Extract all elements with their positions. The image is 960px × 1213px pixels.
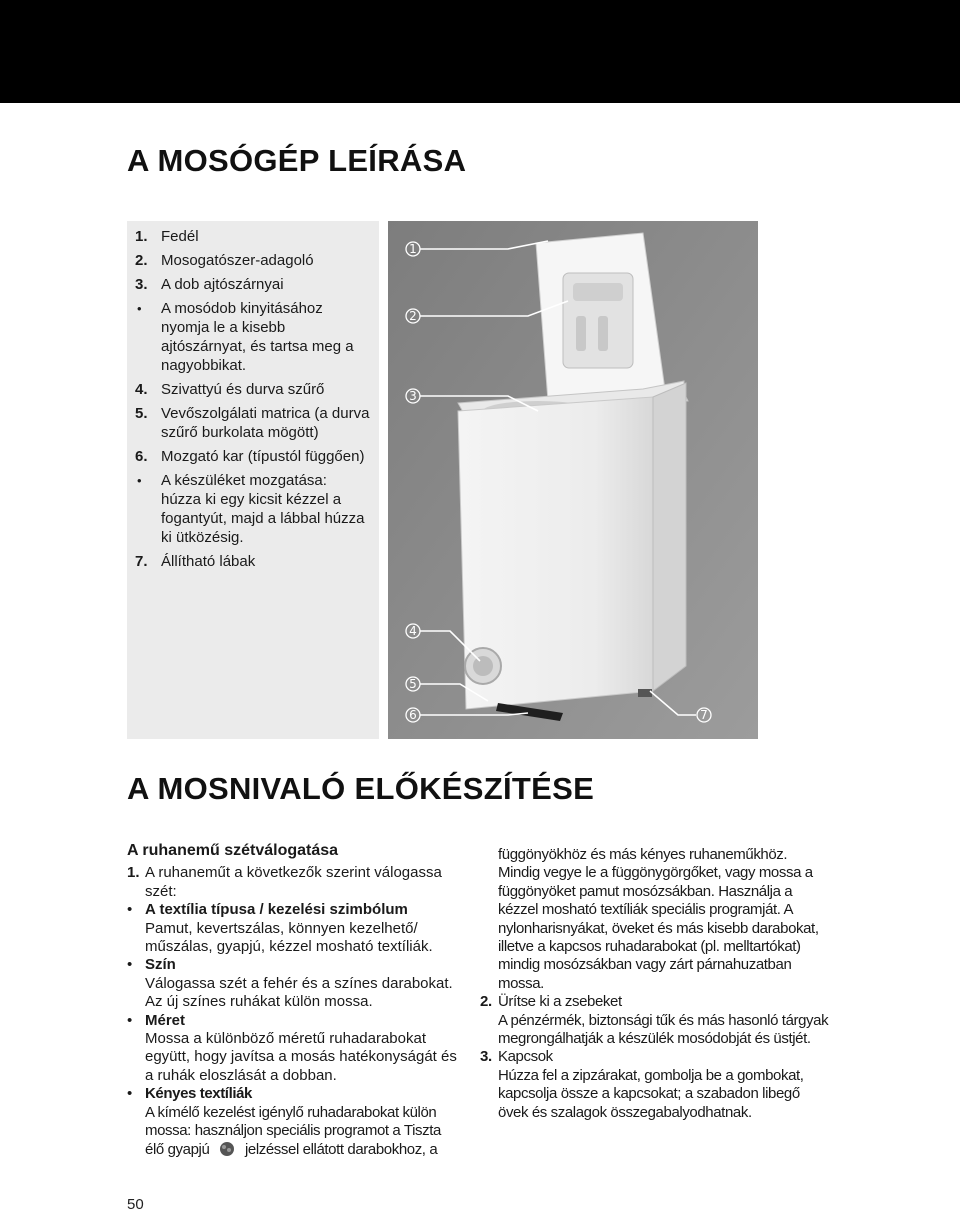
legend-item xyxy=(127,471,379,547)
washing-machine-illustration xyxy=(388,221,758,739)
bullet-text-continued: jelzéssel ellátott darabokhoz, a xyxy=(244,1140,438,1158)
bullet-title: Kényes textíliák xyxy=(145,1085,252,1103)
adjustable-foot xyxy=(638,689,652,697)
bullet-title: A textília típusa / kezelési szimbólum xyxy=(145,901,408,919)
parts-legend-list xyxy=(127,221,379,571)
callout-7: 7 xyxy=(700,708,708,722)
dispenser-compartment xyxy=(573,283,623,301)
legend-bullet: • xyxy=(137,473,142,488)
legend-number: 5. xyxy=(135,405,148,422)
parts-legend-box xyxy=(127,221,379,739)
step-text: A ruhaneműt a következők szerint válogassa szét: xyxy=(145,864,442,900)
bullet-dot: • xyxy=(127,901,133,919)
legend-number: 2. xyxy=(135,252,148,269)
dispenser-slot xyxy=(576,316,586,351)
top-black-bar xyxy=(0,0,960,103)
step-number: 1. xyxy=(127,864,140,882)
callout-5: 5 xyxy=(409,677,417,691)
step-number: 3. xyxy=(480,1048,492,1066)
delicates-continued: függönyökhöz és más kényes ruhaneműkhöz. Mindig vegye le a függönygörgőket, vagy mossa a függönyöket pamut mosózsákban. Használja a kézzel mosható textíliák speciális programját. A nylonharisnyákat, öveket és más kisebb darabokat, illetve a kapcsos ruhadarabokat (pl. melltartókat) mindig mosózsákban vagy zárt párnahuzatban mossa. xyxy=(498,846,819,992)
sorting-column-right xyxy=(480,846,830,1122)
section-title-preparation: A MOSNIVALÓ ELŐKÉSZÍTÉSE xyxy=(127,771,595,806)
legend-item xyxy=(127,380,379,399)
callout-2: 2 xyxy=(409,309,417,323)
legend-item xyxy=(127,251,379,270)
legend-number: 6. xyxy=(135,448,148,465)
dispenser-slot xyxy=(598,316,608,351)
bullet-delicates xyxy=(127,1085,462,1159)
bullet-title: Méret xyxy=(145,1011,186,1029)
sorting-step-2 xyxy=(480,993,830,1048)
step-text: Húzza fel a zipzárakat, gombolja be a gombokat, kapcsolja össze a kapcsokat; a szabadon libegő övek és szalagok összegabalyodhatnak. xyxy=(498,1066,804,1121)
legend-bullet: • xyxy=(137,301,142,316)
bullet-textile-type xyxy=(127,901,462,956)
legend-number: 1. xyxy=(135,228,148,245)
sorting-column-left xyxy=(127,842,462,1159)
bullet-dot: • xyxy=(127,1085,132,1103)
legend-text: Mosogatószer-adagoló xyxy=(161,252,314,269)
legend-number: 7. xyxy=(135,553,148,570)
step-title: Ürítse ki a zsebeket xyxy=(498,993,622,1011)
legend-number: 4. xyxy=(135,381,148,398)
sorting-step-1 xyxy=(127,864,462,901)
page-number: 50 xyxy=(127,1196,144,1213)
bullet-text: Mossa a különböző méretű ruhadarabokat együtt, hogy javítsa a mosás hatékonyságát és a ruhák eloszlását a dobban. xyxy=(145,1030,457,1084)
callout-4: 4 xyxy=(409,624,417,638)
legend-item xyxy=(127,552,379,571)
legend-text: Mozgató kar (típustól függően) xyxy=(161,448,365,465)
sorting-heading: A ruhanemű szétválogatása xyxy=(127,842,339,859)
legend-text: Fedél xyxy=(161,228,199,245)
legend-item xyxy=(127,275,379,294)
washing-machine-photo xyxy=(388,221,758,739)
step-text: A pénzérmék, biztonsági tűk és más hasonló tárgyak megrongálhatják a készülék mosódobját és üstjét. xyxy=(498,1011,829,1048)
legend-text: Vevőszolgálati matrica (a durva szűrő burkolata mögött) xyxy=(161,405,370,441)
bullet-title: Szín xyxy=(145,956,176,974)
bullet-text: A kímélő kezelést igénylő ruhadarabokat külön mossa: használjon speciális programot a Tiszta élő gyapjú xyxy=(145,1103,441,1158)
legend-text: A mosódob kinyitásához nyomja le a kisebb ajtószárnyat, és tartsa meg a nagyobbikat. xyxy=(161,300,354,374)
legend-item xyxy=(127,227,379,246)
bullet-color xyxy=(127,956,462,1011)
page-title-description: A MOSÓGÉP LEÍRÁSA xyxy=(127,143,467,178)
sorting-step-3 xyxy=(480,1048,830,1122)
bullet-text: Válogassa szét a fehér és a színes darabokat. Az új színes ruhákat külön mossa. xyxy=(145,974,453,1011)
step-title: Kapcsok xyxy=(498,1048,553,1066)
pure-wool-icon xyxy=(217,1141,237,1156)
bullet-dot: • xyxy=(127,956,133,974)
legend-text: A dob ajtószárnyai xyxy=(161,276,284,293)
bullet-dot: • xyxy=(127,1011,133,1029)
legend-item xyxy=(127,447,379,466)
callout-3: 3 xyxy=(409,389,417,403)
legend-item xyxy=(127,404,379,442)
bullet-text: Pamut, kevertszálas, könnyen kezelhető/ műszálas, gyapjú, kézzel mosható textíliák. xyxy=(145,919,433,956)
legend-text: Szivattyú és durva szűrő xyxy=(161,381,325,398)
step-number: 2. xyxy=(480,993,492,1011)
pump-filter-cap xyxy=(473,656,493,676)
machine-side xyxy=(653,383,686,691)
bullet-size xyxy=(127,1012,462,1086)
legend-number: 3. xyxy=(135,276,148,293)
legend-text: Állítható lábak xyxy=(161,553,256,570)
legend-text: A készüléket mozgatása: húzza ki egy kicsit kézzel a fogantyút, majd a lábbal húzza ki ütközésig. xyxy=(161,472,365,546)
callout-6: 6 xyxy=(409,708,417,722)
callout-1: 1 xyxy=(409,242,417,256)
legend-item xyxy=(127,299,379,375)
